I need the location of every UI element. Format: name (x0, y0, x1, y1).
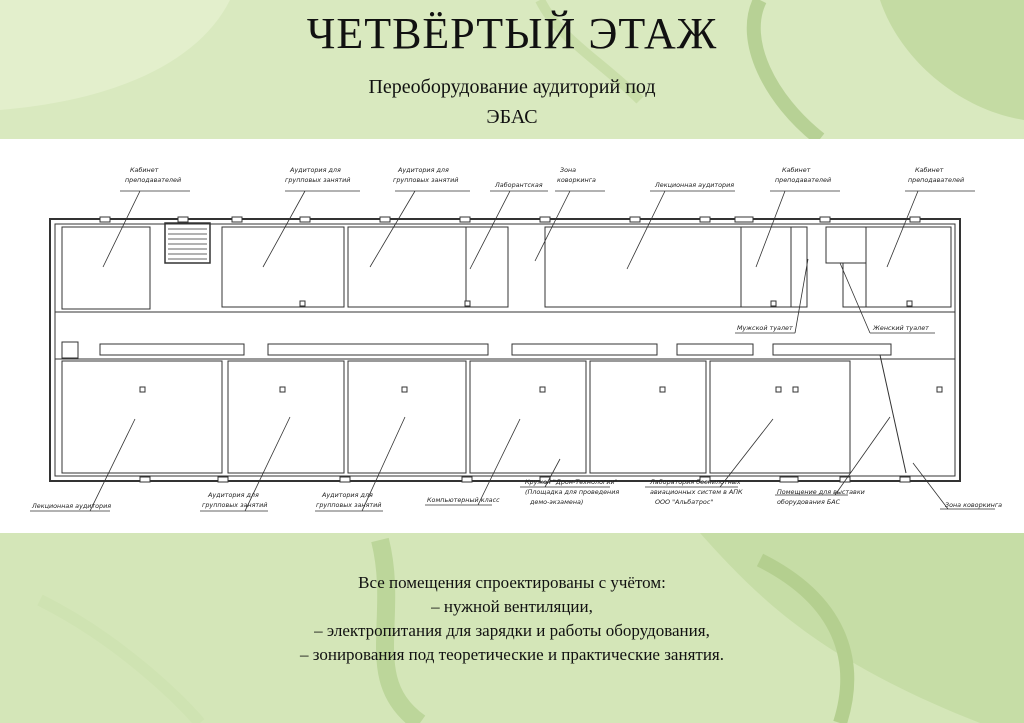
room-label: авиационных систем в АПК (650, 488, 743, 496)
room-label: Женский туалет (873, 324, 929, 332)
room-label: групповых занятий (202, 501, 268, 509)
note-line: – зонирования под теоретические и практические занятия. (300, 645, 724, 664)
subtitle-line: ЭБАС (486, 106, 538, 128)
room-label: Кабинет (130, 166, 159, 174)
page-title: ЧЕТВЁРТЫЙ ЭТАЖ (306, 9, 718, 58)
room-label: Аудитория для (290, 166, 341, 174)
room-label: Помещение для выставки (777, 488, 865, 496)
room-label: Лаборантская (495, 181, 543, 189)
note-line: Все помещения спроектированы с учётом: (358, 573, 666, 592)
floor-plan (0, 139, 1024, 533)
note-line: – электропитания для зарядки и работы оборудования, (314, 621, 710, 640)
room-label: Лекционная аудитория (655, 181, 735, 189)
room-label: Кабинет (915, 166, 944, 174)
room-label: Аудитория для (322, 491, 373, 499)
room-label: Кружок "Дрон-Технологии" (525, 478, 618, 486)
subtitle-line: Переоборудование аудиторий под (368, 76, 656, 98)
room-label: Зона (560, 166, 577, 174)
room-label: преподавателей (775, 176, 832, 184)
room-label: демо-экзамена) (530, 498, 584, 506)
room-label: Аудитория для (398, 166, 449, 174)
room-label: Кабинет (782, 166, 811, 174)
floor-plan-panel (0, 139, 1024, 533)
room-label: Лекционная аудитория (32, 502, 112, 510)
room-label: ООО "Альбатрос" (655, 498, 714, 506)
notes-block (212, 571, 812, 667)
room-label: преподавателей (908, 176, 965, 184)
room-label: преподавателей (125, 176, 182, 184)
room-label: групповых занятий (316, 501, 382, 509)
room-label: (Площадка для проведения (525, 488, 620, 496)
bottom-room-labels (31, 478, 1002, 510)
room-label: оборудования БАС (777, 498, 841, 506)
room-label: Компьютерный класс (427, 496, 500, 504)
top-room-labels (125, 166, 964, 189)
room-label: групповых занятий (285, 176, 351, 184)
page-subtitle (312, 72, 712, 132)
room-label: Аудитория для (208, 491, 259, 499)
room-label: коворкинга (557, 176, 596, 184)
room-label: Мужской туалет (737, 324, 793, 332)
note-line: – нужной вентиляции, (431, 597, 593, 616)
room-label: Зона коворкинга (945, 501, 1003, 509)
room-label: Лаборатория беспилотных (650, 478, 741, 486)
room-label: групповых занятий (393, 176, 459, 184)
